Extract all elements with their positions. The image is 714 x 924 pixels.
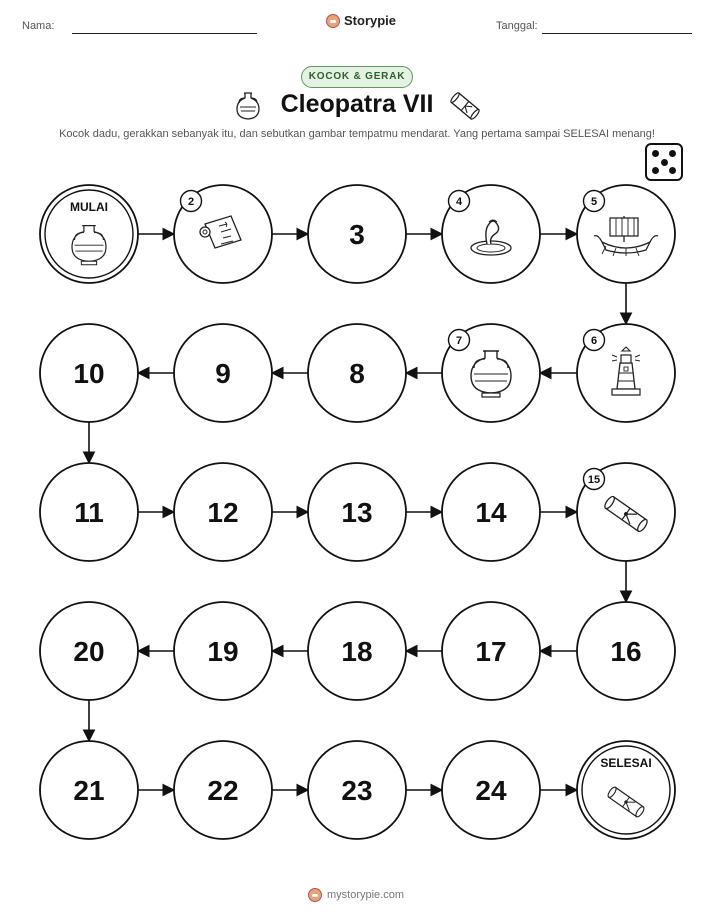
- board-cell-22: [174, 741, 272, 839]
- footer-mascot-icon: [308, 888, 322, 902]
- board-cell-21: [40, 741, 138, 839]
- footer-url[interactable]: mystorypie.com: [327, 889, 405, 901]
- board-cell-19: [174, 602, 272, 700]
- board-cells: [40, 185, 675, 839]
- cell-number: 11: [74, 497, 104, 528]
- cell-number: 15: [587, 474, 601, 486]
- cell-number: 20: [73, 636, 105, 667]
- name-label: Nama:: [22, 20, 55, 32]
- board-cell-14: [442, 463, 540, 561]
- cell-number: 7: [455, 335, 463, 347]
- instructions-text: Kocok dadu, gerakkan sebanyak itu, dan sebutkan gambar tempatmu mendarat. Yang pertama sampai SELESAI menang!: [59, 128, 655, 140]
- cell-number: 8: [349, 358, 365, 389]
- board-cell-13: [308, 463, 406, 561]
- board-cell-7: [442, 324, 540, 422]
- board-cell-11: [40, 463, 138, 561]
- board-cell-23: [308, 741, 406, 839]
- footer: [308, 888, 404, 902]
- date-label: Tanggal:: [496, 20, 538, 32]
- activity-tag: KOCOK & GERAK: [301, 66, 413, 88]
- cell-number: 14: [475, 497, 507, 528]
- board-cell-17: [442, 602, 540, 700]
- board-cell-24: [442, 741, 540, 839]
- cell-number: 4: [455, 196, 463, 208]
- cell-number: 22: [207, 775, 239, 806]
- board-cell-18: [308, 602, 406, 700]
- board-cell-25: [577, 741, 675, 839]
- finish-label: SELESAI: [600, 756, 652, 770]
- board-cell-8: [308, 324, 406, 422]
- cell-number: 10: [73, 358, 105, 389]
- board-cell-12: [174, 463, 272, 561]
- cell-number: 2: [187, 196, 195, 208]
- cell-number: 24: [475, 775, 507, 806]
- board-cell-3: [308, 185, 406, 283]
- cell-number: 19: [207, 636, 239, 667]
- board-cell-15: [577, 463, 675, 561]
- board-cell-2: [174, 185, 272, 283]
- cell-number: 17: [475, 636, 507, 667]
- cell-number: 12: [207, 497, 239, 528]
- cell-number: 13: [341, 497, 373, 528]
- cell-number: 6: [590, 335, 598, 347]
- cell-number: 21: [73, 775, 105, 806]
- board-cell-4: [442, 185, 540, 283]
- start-label: MULAI: [70, 200, 108, 214]
- board-cell-10: [40, 324, 138, 422]
- board-cell-9: [174, 324, 272, 422]
- cell-number: 5: [590, 196, 598, 208]
- board-cell-1: [40, 185, 138, 283]
- board-cell-6: [577, 324, 675, 422]
- cell-number: 23: [341, 775, 373, 806]
- brand-name: Storypie: [344, 13, 397, 28]
- page-title: Cleopatra VII: [280, 90, 434, 118]
- cell-number: 9: [215, 358, 231, 389]
- cell-number: 16: [610, 636, 642, 667]
- cell-number: 3: [349, 219, 365, 250]
- board-cell-5: [577, 185, 675, 283]
- board-cell-20: [40, 602, 138, 700]
- board-cell-16: [577, 602, 675, 700]
- cell-number: 18: [341, 636, 373, 667]
